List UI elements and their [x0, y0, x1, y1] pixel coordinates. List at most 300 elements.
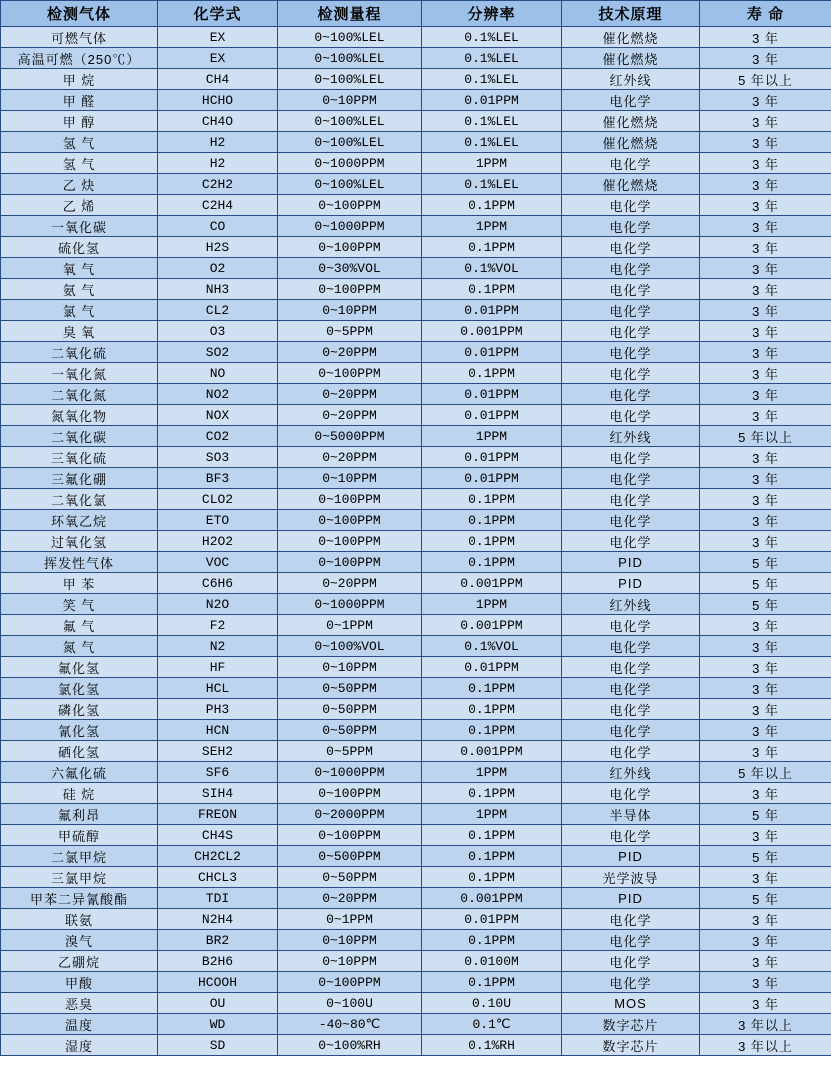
table-row: [1, 699, 831, 720]
cell-lifetime: 3 年: [700, 972, 831, 993]
cell-range: 0~100%LEL: [278, 132, 422, 153]
cell-gas-name: 氢 气: [1, 153, 158, 174]
cell-resolution: 0.1PPM: [422, 678, 562, 699]
cell-technology: 电化学: [562, 384, 700, 405]
table-row: [1, 384, 831, 405]
cell-lifetime: 3 年: [700, 279, 831, 300]
cell-lifetime: 5 年: [700, 846, 831, 867]
table-row: [1, 132, 831, 153]
header-row: [1, 1, 831, 27]
table-row: [1, 930, 831, 951]
cell-technology: 电化学: [562, 615, 700, 636]
cell-gas-name: 溴气: [1, 930, 158, 951]
cell-resolution: 1PPM: [422, 762, 562, 783]
cell-resolution: 1PPM: [422, 804, 562, 825]
cell-resolution: 0.1PPM: [422, 846, 562, 867]
cell-lifetime: 3 年: [700, 447, 831, 468]
cell-technology: 电化学: [562, 741, 700, 762]
table-row: [1, 279, 831, 300]
table-row: [1, 573, 831, 594]
cell-technology: 电化学: [562, 489, 700, 510]
cell-gas-name: 一氧化碳: [1, 216, 158, 237]
table-row: [1, 468, 831, 489]
cell-lifetime: 3 年: [700, 90, 831, 111]
cell-lifetime: 3 年: [700, 510, 831, 531]
cell-lifetime: 5 年以上: [700, 69, 831, 90]
cell-gas-name: 硒化氢: [1, 741, 158, 762]
cell-gas-name: 氮氧化物: [1, 405, 158, 426]
cell-gas-name: 臭 氧: [1, 321, 158, 342]
cell-range: 0~1PPM: [278, 909, 422, 930]
cell-lifetime: 3 年: [700, 783, 831, 804]
table-row: [1, 111, 831, 132]
cell-technology: 电化学: [562, 321, 700, 342]
cell-formula: H2: [158, 153, 278, 174]
cell-gas-name: 甲酸: [1, 972, 158, 993]
cell-formula: HCL: [158, 678, 278, 699]
cell-lifetime: 3 年: [700, 489, 831, 510]
cell-gas-name: 氟化氢: [1, 657, 158, 678]
cell-technology: 电化学: [562, 90, 700, 111]
cell-range: 0~20PPM: [278, 888, 422, 909]
table-row: [1, 867, 831, 888]
cell-technology: 电化学: [562, 300, 700, 321]
cell-technology: 电化学: [562, 531, 700, 552]
cell-lifetime: 5 年: [700, 552, 831, 573]
cell-range: 0~100PPM: [278, 195, 422, 216]
cell-gas-name: 一氧化氮: [1, 363, 158, 384]
cell-formula: B2H6: [158, 951, 278, 972]
cell-range: 0~100PPM: [278, 972, 422, 993]
cell-formula: BF3: [158, 468, 278, 489]
cell-lifetime: 3 年: [700, 384, 831, 405]
cell-lifetime: 3 年: [700, 615, 831, 636]
cell-technology: 电化学: [562, 363, 700, 384]
cell-technology: 电化学: [562, 237, 700, 258]
cell-gas-name: 乙 炔: [1, 174, 158, 195]
cell-formula: SEH2: [158, 741, 278, 762]
cell-formula: ETO: [158, 510, 278, 531]
cell-range: 0~2000PPM: [278, 804, 422, 825]
cell-formula: SO2: [158, 342, 278, 363]
cell-technology: 电化学: [562, 825, 700, 846]
cell-resolution: 0.1%LEL: [422, 111, 562, 132]
cell-resolution: 0.001PPM: [422, 573, 562, 594]
cell-gas-name: 二氧化氮: [1, 384, 158, 405]
cell-lifetime: 3 年: [700, 132, 831, 153]
cell-formula: F2: [158, 615, 278, 636]
cell-range: 0~5000PPM: [278, 426, 422, 447]
cell-gas-name: 磷化氢: [1, 699, 158, 720]
cell-formula: NO2: [158, 384, 278, 405]
cell-lifetime: 3 年: [700, 909, 831, 930]
cell-resolution: 0.1%LEL: [422, 132, 562, 153]
cell-range: 0~100PPM: [278, 531, 422, 552]
cell-range: 0~10PPM: [278, 930, 422, 951]
cell-lifetime: 3 年: [700, 111, 831, 132]
cell-formula: PH3: [158, 699, 278, 720]
cell-resolution: 0.1%RH: [422, 1035, 562, 1056]
cell-formula: CH2CL2: [158, 846, 278, 867]
cell-gas-name: 三氟化硼: [1, 468, 158, 489]
cell-gas-name: 甲 苯: [1, 573, 158, 594]
cell-technology: 电化学: [562, 153, 700, 174]
cell-gas-name: 硫化氢: [1, 237, 158, 258]
cell-range: 0~30%VOL: [278, 258, 422, 279]
cell-formula: CH4: [158, 69, 278, 90]
table-row: [1, 636, 831, 657]
table-row: [1, 510, 831, 531]
table-row: [1, 195, 831, 216]
cell-technology: 红外线: [562, 762, 700, 783]
cell-technology: 半导体: [562, 804, 700, 825]
cell-range: 0~50PPM: [278, 678, 422, 699]
cell-gas-name: 氮 气: [1, 636, 158, 657]
cell-gas-name: 乙硼烷: [1, 951, 158, 972]
table-row: [1, 741, 831, 762]
cell-resolution: 0.01PPM: [422, 90, 562, 111]
cell-range: 0~1000PPM: [278, 762, 422, 783]
cell-lifetime: 5 年: [700, 804, 831, 825]
cell-resolution: 0.1PPM: [422, 279, 562, 300]
cell-lifetime: 3 年: [700, 531, 831, 552]
cell-resolution: 0.1PPM: [422, 825, 562, 846]
cell-lifetime: 5 年: [700, 888, 831, 909]
cell-formula: SD: [158, 1035, 278, 1056]
cell-lifetime: 3 年: [700, 951, 831, 972]
cell-lifetime: 3 年: [700, 27, 831, 48]
cell-range: 0~20PPM: [278, 342, 422, 363]
column-header-technology: 技术原理: [562, 1, 700, 27]
table-row: [1, 888, 831, 909]
cell-lifetime: 3 年: [700, 405, 831, 426]
cell-formula: CHCL3: [158, 867, 278, 888]
cell-resolution: 0.01PPM: [422, 657, 562, 678]
column-header-resolution: 分辨率: [422, 1, 562, 27]
table-row: [1, 909, 831, 930]
cell-range: 0~100%LEL: [278, 27, 422, 48]
cell-formula: SIH4: [158, 783, 278, 804]
cell-technology: 催化燃烧: [562, 27, 700, 48]
cell-gas-name: 高温可燃（250℃）: [1, 48, 158, 69]
table-header: [1, 1, 831, 27]
cell-resolution: 0.1PPM: [422, 783, 562, 804]
cell-technology: 红外线: [562, 69, 700, 90]
cell-technology: 电化学: [562, 699, 700, 720]
cell-gas-name: 过氧化氢: [1, 531, 158, 552]
cell-technology: 电化学: [562, 405, 700, 426]
cell-gas-name: 硅 烷: [1, 783, 158, 804]
cell-formula: HCHO: [158, 90, 278, 111]
cell-technology: 红外线: [562, 594, 700, 615]
cell-lifetime: 3 年: [700, 237, 831, 258]
cell-gas-name: 甲硫醇: [1, 825, 158, 846]
cell-technology: 电化学: [562, 258, 700, 279]
cell-formula: SF6: [158, 762, 278, 783]
cell-gas-name: 氧 气: [1, 258, 158, 279]
cell-range: 0~100PPM: [278, 489, 422, 510]
cell-technology: 电化学: [562, 783, 700, 804]
cell-range: 0~20PPM: [278, 405, 422, 426]
cell-technology: 电化学: [562, 951, 700, 972]
table-row: [1, 321, 831, 342]
cell-lifetime: 5 年以上: [700, 762, 831, 783]
cell-lifetime: 3 年: [700, 321, 831, 342]
cell-technology: 电化学: [562, 657, 700, 678]
cell-resolution: 0.0100M: [422, 951, 562, 972]
cell-resolution: 0.1%LEL: [422, 27, 562, 48]
cell-technology: PID: [562, 573, 700, 594]
cell-formula: HF: [158, 657, 278, 678]
cell-range: 0~10PPM: [278, 657, 422, 678]
cell-range: 0~50PPM: [278, 867, 422, 888]
cell-resolution: 0.1℃: [422, 1014, 562, 1035]
cell-formula: CL2: [158, 300, 278, 321]
cell-formula: CH4O: [158, 111, 278, 132]
cell-resolution: 0.001PPM: [422, 741, 562, 762]
cell-resolution: 0.1%LEL: [422, 69, 562, 90]
cell-formula: N2: [158, 636, 278, 657]
cell-resolution: 0.1PPM: [422, 972, 562, 993]
cell-gas-name: 环氧乙烷: [1, 510, 158, 531]
cell-formula: CH4S: [158, 825, 278, 846]
cell-formula: O2: [158, 258, 278, 279]
cell-range: 0~100PPM: [278, 510, 422, 531]
cell-range: 0~100%LEL: [278, 111, 422, 132]
cell-range: 0~100%RH: [278, 1035, 422, 1056]
cell-range: 0~50PPM: [278, 699, 422, 720]
cell-formula: CLO2: [158, 489, 278, 510]
cell-resolution: 0.01PPM: [422, 300, 562, 321]
cell-gas-name: 温度: [1, 1014, 158, 1035]
table-row: [1, 951, 831, 972]
cell-gas-name: 乙 烯: [1, 195, 158, 216]
cell-resolution: 0.1PPM: [422, 363, 562, 384]
cell-formula: C2H2: [158, 174, 278, 195]
cell-gas-name: 二氧化氯: [1, 489, 158, 510]
cell-lifetime: 3 年: [700, 174, 831, 195]
column-header-range: 检测量程: [278, 1, 422, 27]
cell-technology: 催化燃烧: [562, 174, 700, 195]
cell-gas-name: 甲 醛: [1, 90, 158, 111]
table-row: [1, 657, 831, 678]
table-row: [1, 615, 831, 636]
cell-technology: 催化燃烧: [562, 48, 700, 69]
cell-gas-name: 氯化氢: [1, 678, 158, 699]
cell-lifetime: 5 年: [700, 573, 831, 594]
cell-lifetime: 3 年: [700, 342, 831, 363]
cell-formula: C2H4: [158, 195, 278, 216]
column-header-lifetime: 寿 命: [700, 1, 831, 27]
table-body: [1, 27, 831, 1056]
cell-formula: NOX: [158, 405, 278, 426]
table-row: [1, 258, 831, 279]
table-row: [1, 174, 831, 195]
cell-formula: CO2: [158, 426, 278, 447]
cell-resolution: 0.1PPM: [422, 195, 562, 216]
cell-range: 0~500PPM: [278, 846, 422, 867]
cell-technology: 电化学: [562, 447, 700, 468]
cell-resolution: 0.01PPM: [422, 447, 562, 468]
cell-lifetime: 3 年: [700, 699, 831, 720]
cell-formula: H2O2: [158, 531, 278, 552]
cell-formula: NO: [158, 363, 278, 384]
table-row: [1, 489, 831, 510]
cell-formula: EX: [158, 48, 278, 69]
cell-technology: 数字芯片: [562, 1035, 700, 1056]
cell-resolution: 0.01PPM: [422, 909, 562, 930]
cell-resolution: 0.01PPM: [422, 468, 562, 489]
cell-range: 0~100%LEL: [278, 69, 422, 90]
cell-lifetime: 3 年: [700, 258, 831, 279]
cell-technology: 电化学: [562, 720, 700, 741]
cell-gas-name: 甲 烷: [1, 69, 158, 90]
table-row: [1, 993, 831, 1014]
cell-resolution: 0.1%LEL: [422, 48, 562, 69]
cell-technology: MOS: [562, 993, 700, 1014]
cell-technology: 数字芯片: [562, 1014, 700, 1035]
cell-range: 0~100PPM: [278, 552, 422, 573]
cell-formula: TDI: [158, 888, 278, 909]
cell-technology: 电化学: [562, 279, 700, 300]
table-row: [1, 846, 831, 867]
cell-gas-name: 三氧化硫: [1, 447, 158, 468]
cell-resolution: 1PPM: [422, 153, 562, 174]
cell-resolution: 0.1PPM: [422, 699, 562, 720]
cell-gas-name: 甲苯二异氰酸酯: [1, 888, 158, 909]
cell-resolution: 0.1PPM: [422, 237, 562, 258]
cell-formula: VOC: [158, 552, 278, 573]
cell-gas-name: 氨 气: [1, 279, 158, 300]
column-header-formula: 化学式: [158, 1, 278, 27]
cell-gas-name: 氟利昂: [1, 804, 158, 825]
cell-range: 0~1PPM: [278, 615, 422, 636]
cell-gas-name: 挥发性气体: [1, 552, 158, 573]
cell-gas-name: 可燃气体: [1, 27, 158, 48]
cell-range: 0~100PPM: [278, 237, 422, 258]
table-row: [1, 363, 831, 384]
table-row: [1, 447, 831, 468]
cell-technology: 红外线: [562, 426, 700, 447]
cell-resolution: 0.01PPM: [422, 384, 562, 405]
table-row: [1, 300, 831, 321]
cell-resolution: 1PPM: [422, 594, 562, 615]
cell-formula: N2O: [158, 594, 278, 615]
cell-range: 0~20PPM: [278, 573, 422, 594]
cell-gas-name: 甲 醇: [1, 111, 158, 132]
cell-range: 0~100%LEL: [278, 48, 422, 69]
cell-resolution: 0.1PPM: [422, 930, 562, 951]
cell-resolution: 0.01PPM: [422, 405, 562, 426]
cell-range: -40~80℃: [278, 1014, 422, 1035]
cell-resolution: 0.001PPM: [422, 888, 562, 909]
table-row: [1, 720, 831, 741]
table-row: [1, 216, 831, 237]
cell-resolution: 1PPM: [422, 426, 562, 447]
cell-technology: 电化学: [562, 468, 700, 489]
cell-range: 0~50PPM: [278, 720, 422, 741]
cell-range: 0~100PPM: [278, 783, 422, 804]
cell-lifetime: 3 年以上: [700, 1035, 831, 1056]
cell-lifetime: 3 年以上: [700, 1014, 831, 1035]
cell-lifetime: 3 年: [700, 678, 831, 699]
cell-lifetime: 3 年: [700, 153, 831, 174]
cell-lifetime: 3 年: [700, 195, 831, 216]
cell-resolution: 0.01PPM: [422, 342, 562, 363]
cell-resolution: 0.1PPM: [422, 489, 562, 510]
cell-gas-name: 氢 气: [1, 132, 158, 153]
cell-range: 0~1000PPM: [278, 153, 422, 174]
table-row: [1, 825, 831, 846]
cell-gas-name: 氟 气: [1, 615, 158, 636]
table-row: [1, 594, 831, 615]
table-row: [1, 342, 831, 363]
cell-lifetime: 3 年: [700, 468, 831, 489]
cell-formula: BR2: [158, 930, 278, 951]
cell-gas-name: 氰化氢: [1, 720, 158, 741]
cell-range: 0~10PPM: [278, 90, 422, 111]
cell-resolution: 0.1PPM: [422, 720, 562, 741]
table-row: [1, 48, 831, 69]
column-header-gas-name: 检测气体: [1, 1, 158, 27]
cell-range: 0~100PPM: [278, 363, 422, 384]
cell-range: 0~10PPM: [278, 468, 422, 489]
cell-gas-name: 湿度: [1, 1035, 158, 1056]
cell-technology: PID: [562, 846, 700, 867]
cell-formula: HCN: [158, 720, 278, 741]
cell-range: 0~20PPM: [278, 447, 422, 468]
cell-lifetime: 3 年: [700, 657, 831, 678]
cell-resolution: 1PPM: [422, 216, 562, 237]
table-row: [1, 678, 831, 699]
table-row: [1, 426, 831, 447]
cell-range: 0~20PPM: [278, 384, 422, 405]
cell-formula: FREON: [158, 804, 278, 825]
cell-technology: 电化学: [562, 930, 700, 951]
cell-range: 0~100U: [278, 993, 422, 1014]
cell-technology: 光学波导: [562, 867, 700, 888]
cell-range: 0~100PPM: [278, 825, 422, 846]
cell-gas-name: 二氯甲烷: [1, 846, 158, 867]
cell-technology: 电化学: [562, 678, 700, 699]
cell-resolution: 0.1%LEL: [422, 174, 562, 195]
table-row: [1, 90, 831, 111]
cell-gas-name: 氯 气: [1, 300, 158, 321]
cell-range: 0~10PPM: [278, 300, 422, 321]
cell-gas-name: 二氧化硫: [1, 342, 158, 363]
table-row: [1, 552, 831, 573]
cell-lifetime: 3 年: [700, 741, 831, 762]
table-row: [1, 405, 831, 426]
cell-resolution: 0.1PPM: [422, 867, 562, 888]
table-row: [1, 972, 831, 993]
cell-formula: NH3: [158, 279, 278, 300]
cell-lifetime: 3 年: [700, 825, 831, 846]
cell-technology: 催化燃烧: [562, 111, 700, 132]
cell-lifetime: 3 年: [700, 636, 831, 657]
cell-range: 0~5PPM: [278, 741, 422, 762]
table-row: [1, 531, 831, 552]
cell-lifetime: 5 年: [700, 594, 831, 615]
cell-resolution: 0.1PPM: [422, 510, 562, 531]
cell-range: 0~100PPM: [278, 279, 422, 300]
cell-technology: 电化学: [562, 972, 700, 993]
cell-resolution: 0.1%VOL: [422, 258, 562, 279]
cell-range: 0~5PPM: [278, 321, 422, 342]
cell-lifetime: 3 年: [700, 363, 831, 384]
cell-technology: 电化学: [562, 195, 700, 216]
cell-range: 0~100%LEL: [278, 174, 422, 195]
